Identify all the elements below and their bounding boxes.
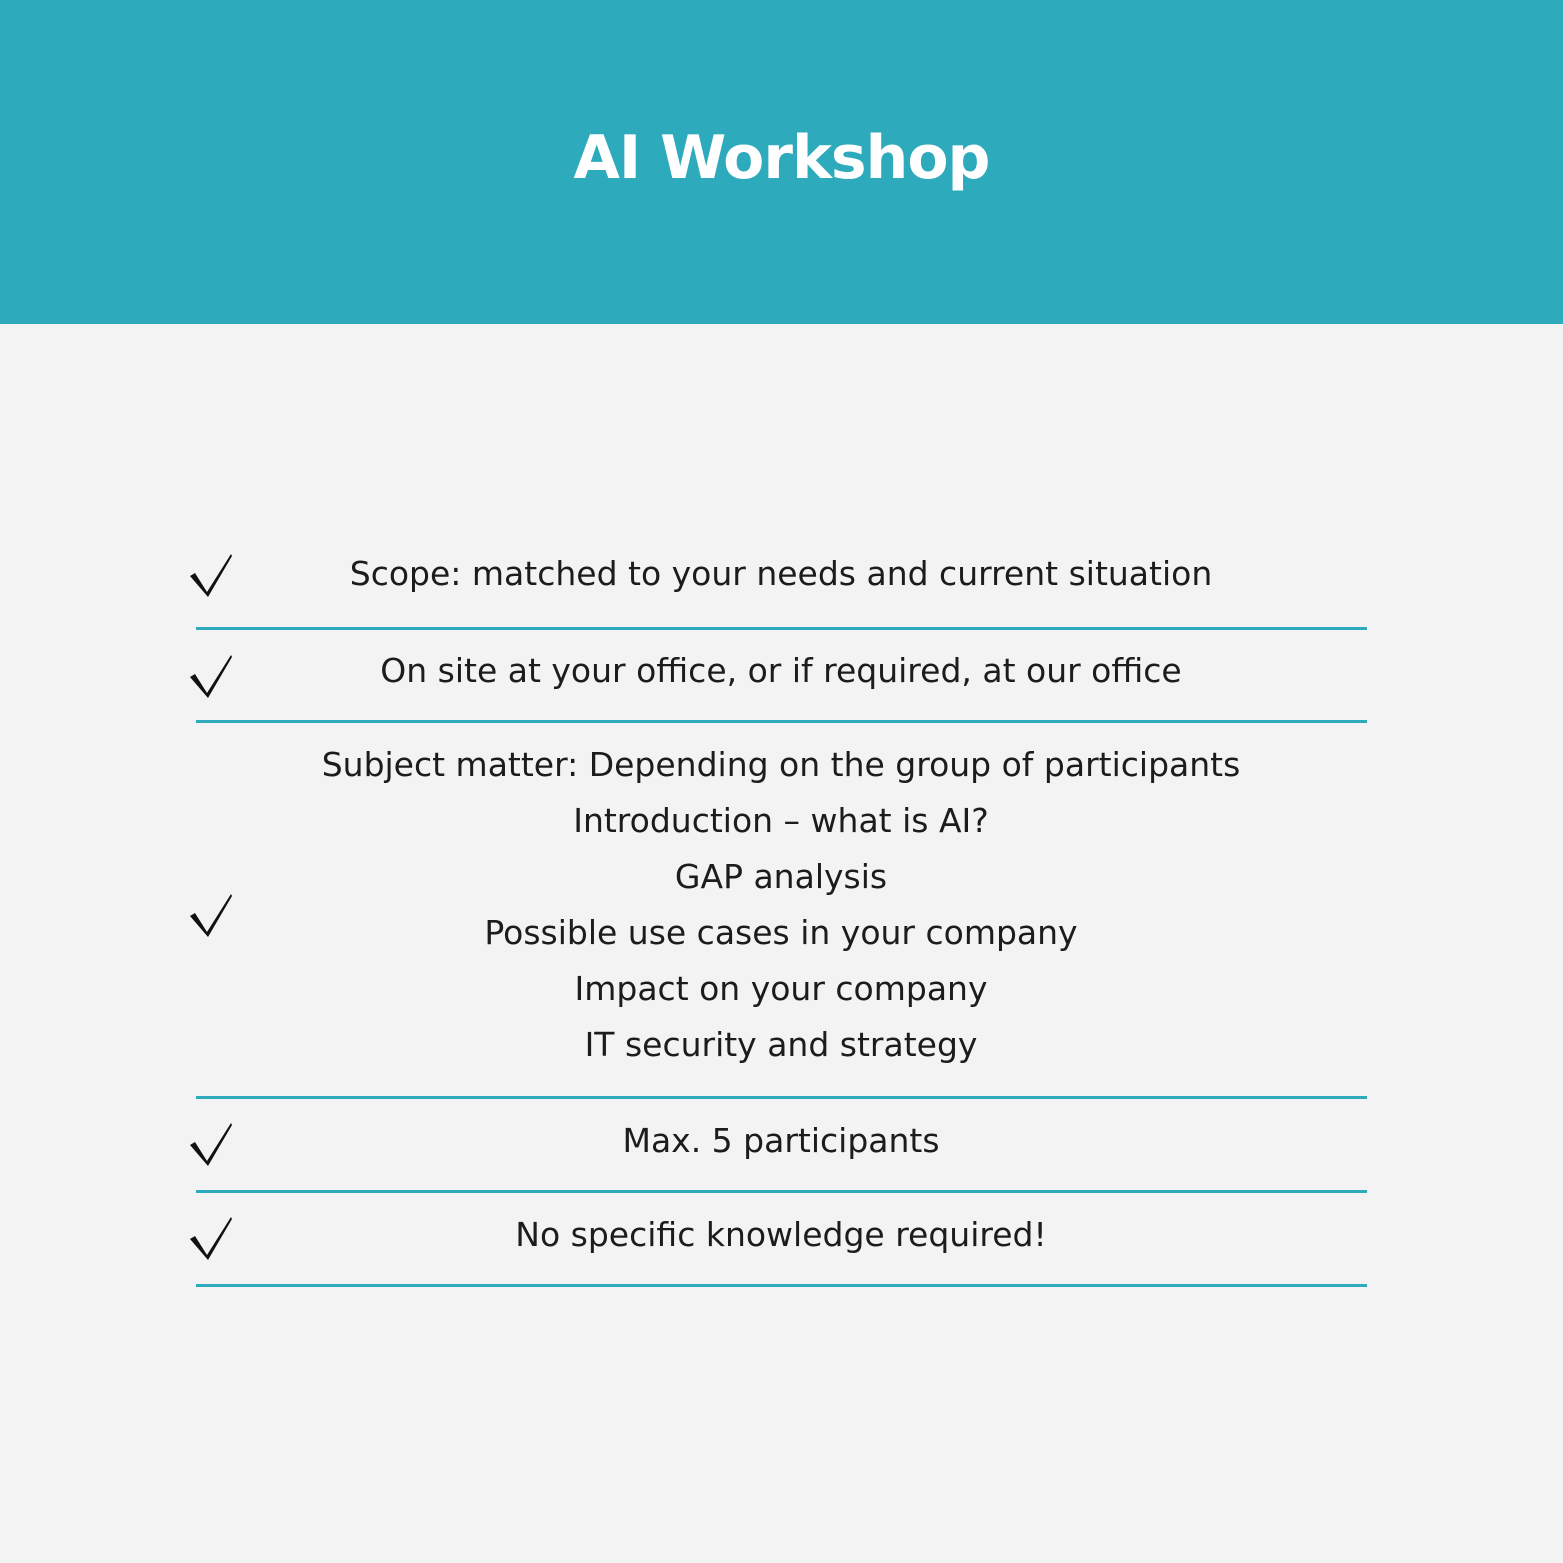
list-item: No specific knowledge required! xyxy=(515,1215,1047,1254)
divider xyxy=(196,720,1367,723)
subject-line: Introduction – what is AI? xyxy=(573,801,989,840)
subject-line: Subject matter: Depending on the group of participants xyxy=(321,745,1241,784)
list-item: Max. 5 participants xyxy=(622,1121,940,1160)
subject-line: Impact on your company xyxy=(574,969,988,1008)
list-item: On site at your office, or if required, at our office xyxy=(380,651,1182,690)
divider xyxy=(196,1190,1367,1193)
divider xyxy=(196,1096,1367,1099)
divider xyxy=(196,627,1367,630)
list-item-subject xyxy=(196,737,1366,1073)
list-item: Scope: matched to your needs and current situation xyxy=(349,554,1213,593)
page-title: AI Workshop xyxy=(573,123,990,193)
divider xyxy=(196,1284,1367,1287)
subject-line: Possible use cases in your company xyxy=(484,913,1078,952)
subject-line: IT security and strategy xyxy=(584,1025,978,1064)
subject-line: GAP analysis xyxy=(674,857,888,896)
